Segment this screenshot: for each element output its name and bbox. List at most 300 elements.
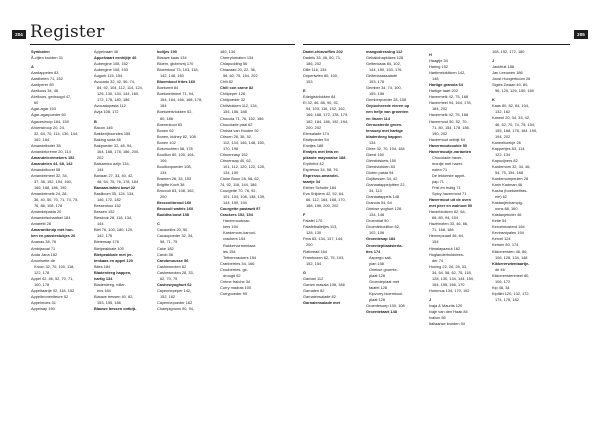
index-letter-heading: F <box>303 212 306 218</box>
index-entry: Biet 76, 100, 180, 120, <box>94 227 134 233</box>
index-entry: Ananas 38, 76 <box>31 239 57 245</box>
index-entry: 154, 155, 166, 170 <box>432 281 465 287</box>
page-title: Register <box>30 22 105 42</box>
index-entry: 152, 154 <box>306 260 322 266</box>
index-entry: Kardemompeulen 28 <box>492 175 529 181</box>
index-entry: 96, 120, 126, 150, 160 <box>495 88 534 94</box>
index-entry: 144, 150, 194 <box>223 200 247 206</box>
index-entry: Spicy havermout 71 <box>432 191 467 197</box>
index-entry: Anda Jana 162 <box>31 251 58 257</box>
index-entry: Ivaje van den Haak 84 <box>429 308 468 314</box>
index-entry-bold: Broccolibrood 160 <box>157 200 192 206</box>
index-entry: Aspergo salt- <box>369 254 392 260</box>
index-entry: Groentesoep 100, 108 <box>366 302 405 308</box>
index-entry: Aubergine 108, 153 <box>94 67 128 73</box>
index-entry: Gojibessen 34, 42 <box>366 175 398 181</box>
index-entry: 142, 176 <box>97 233 113 239</box>
index-entry: Citroensap 40, 62, <box>220 157 252 163</box>
index-entry: Edelgistvlokken 84 <box>303 94 336 100</box>
index-entry-bold: ken en passiestukjes 26 <box>31 233 76 239</box>
index-entry: Ahornsiroop 20, 24, <box>31 124 65 130</box>
index-entry: de 46 <box>495 266 505 272</box>
index-entry: Groentebouillon 82, <box>366 224 400 230</box>
index-entry: Claire Boon 28, 58, 62, <box>220 175 260 181</box>
index-entry: Havermoutcrac- <box>223 218 251 224</box>
index-entry: Griekse groente- <box>369 266 398 272</box>
index-entry: Avocadopasta 112 <box>94 103 126 109</box>
index-entry: 200 <box>306 242 313 248</box>
index-entry: Haverblokken 62, 64, <box>429 209 466 215</box>
index-entry: Kikkererwten 46, 86, <box>492 248 528 254</box>
index-entry: 106, 128, 134, 148 <box>495 254 528 260</box>
index-entry-bold: Courgette pastawit 97 <box>220 206 261 212</box>
page-number-left: 204 <box>12 30 26 39</box>
index-entry: Bakkerijboondes 155 <box>94 130 131 136</box>
index-entry: Kastanjechampig- <box>492 200 524 206</box>
index-entry: 154 <box>432 239 439 245</box>
index-entry-bold: Amandelen 44, 68, 142 <box>31 160 73 166</box>
index-entry: 155, 156 <box>369 91 385 97</box>
index-entry: 108, 152, 172, 180 <box>492 49 525 54</box>
index-entry-bold: taartje 34 <box>303 178 321 184</box>
index-entry: De lekkerste appel- <box>432 172 466 178</box>
index-entry: Gemberpoeder 28, 108 <box>366 97 407 103</box>
index-letter-heading: H <box>429 52 432 57</box>
index-entry-bold: Geroosterde groen- <box>366 121 403 127</box>
index-entry: Bladerdeeg, roller- <box>94 281 127 287</box>
index-entry: ens 184 <box>97 287 111 293</box>
index-entry: 182, 184, 186, 192, 194, <box>306 118 349 124</box>
index-entry-bold: ties 174 <box>366 248 381 254</box>
index-entry: Garam masala 108, 186 <box>303 281 345 287</box>
index-entry: Havermout 50, 52, 70, <box>429 118 468 124</box>
index-entry: Chocolade haver- <box>432 154 463 160</box>
index-entry: Cayennepeper 142, <box>157 287 192 293</box>
index-entry: Curry madras 100 <box>220 284 252 290</box>
index-entry: Amandelmeel 32, 34, <box>31 172 68 178</box>
index-entry: Aubergine 108, 162 <box>94 61 128 67</box>
page-number-right: 205 <box>574 30 588 39</box>
index-column-2 <box>94 49 150 312</box>
index-column-1 <box>31 49 87 312</box>
index-entry: 74, 92, 116, 144, 186 <box>220 182 257 188</box>
index-entry-bold: Groentetaart 148 <box>366 309 397 315</box>
index-entry: 148 <box>432 76 439 82</box>
index-entry: 146, 172, 182 <box>97 197 121 203</box>
index-entry: Garnalensalade 82 <box>303 293 336 299</box>
index-entry: 144 <box>97 221 104 227</box>
index-entry: Erwtjes 188 <box>303 142 324 148</box>
index-entry: Ivaja & Maurits 120 <box>429 302 463 308</box>
index-entry: Groenteplaat met <box>369 278 400 284</box>
index-entry: Kipfilet 120, 132, 172, <box>492 290 530 296</box>
index-entry: Gluten pasta 94 <box>366 169 394 175</box>
index-entry: Gierstbiskets 150 <box>366 157 397 163</box>
index-entry-bold: pikante mayonaise 188 <box>303 154 346 160</box>
index-entry: Boekweit 84 <box>157 85 179 91</box>
index-entry: Boekweitvlokken 52, <box>157 109 193 115</box>
index-entry: Himalayazout 162 <box>429 245 461 251</box>
index-entry: Bessen 152 <box>94 209 115 215</box>
index-entry: Agar-agar 153 <box>31 106 56 112</box>
index-entry: 202 <box>97 154 104 160</box>
index-entry: Baking soda 46 <box>94 136 121 142</box>
index-entry: 184, 202 <box>432 106 448 112</box>
index-entry: Broccoli 83, 108, 162, <box>157 188 195 194</box>
index-entry: 36, 40, 50, 70, 71, 74, 75, <box>34 197 79 203</box>
index-column-4 <box>220 49 276 297</box>
index-entry: 144, 150, 153, 176 <box>369 67 402 73</box>
index-entry: 54, 75, 154, 168 <box>495 169 524 175</box>
index-entry: Amandelcrème 20, 114 <box>31 148 71 154</box>
index-entry: 126, 130, 134, 144, 160, <box>97 91 140 97</box>
index-entry: kers 154 <box>223 224 238 230</box>
index-entry: Havermeel 94, 164, 178, <box>429 100 472 106</box>
index-entry: Bosvruchten 58, 178 <box>157 145 193 151</box>
index-entry: 200, 202 <box>306 124 322 130</box>
index-entry: Gember 34, 74, 100, <box>366 85 402 91</box>
index-entry: 100, 178 <box>34 281 50 287</box>
index-entry: 128, 130 <box>306 230 322 236</box>
index-entry-bold: Groentesap 184 <box>366 236 396 242</box>
index-entry: Amandelboter 38 <box>31 142 61 148</box>
index-entry-bold: hartig 134 <box>94 275 113 281</box>
index-column-8 <box>492 49 548 303</box>
index-entry: Kappertjes 83, 114, <box>492 145 526 151</box>
index-entry-bold: Groentepliaatsteria- <box>366 242 403 248</box>
index-entry: Blauwe kaas 134 <box>157 55 187 61</box>
index-entry-bold: Broccoli wafels 160 <box>157 206 194 212</box>
index-entry-bold: mangodressing 112 <box>366 49 403 54</box>
index-entry: Bessenkoo 152 <box>94 203 121 209</box>
index-entry: 166, 168, 186, 190 <box>34 185 67 191</box>
index-entry: Chili 82 <box>220 79 233 85</box>
index-entry: Frambozen 62, 75, 103, <box>303 254 345 260</box>
index-entry-bold: Havermout uit de oven <box>429 197 471 203</box>
index-entry-bold: Gepocheerde eieren op <box>366 103 410 109</box>
index-entry: Ghee 32, 70, 104, 184 <box>366 145 405 151</box>
index-entry: Bonen, kidney 82, 108 <box>157 133 196 139</box>
index-entry-bold: Havermoutje-varianten <box>429 148 472 154</box>
index-entry: Karin Kadman 46 <box>492 181 523 187</box>
title-divider-right <box>303 44 570 45</box>
index-entry: 60 <box>34 100 39 106</box>
index-entry: 155, 168, 178, 184, 190, <box>495 127 538 133</box>
index-entry: Kersen 80, 174 <box>492 242 519 248</box>
index-entry: Eva Snijders 42, 52, 64, <box>303 191 345 197</box>
index-entry: Sigles Zwaan 40, 80, <box>492 82 529 88</box>
index-entry-bold: Hartige granola 64 <box>429 82 463 88</box>
index-entry: Havermelk 42, 75, 168 <box>429 94 469 100</box>
index-entry: pap 71 <box>432 178 444 184</box>
index-entry: 122, 134 <box>495 151 511 157</box>
index-entry: Kip 48, 34 <box>492 284 510 290</box>
index-entry: Bietensap 176 <box>94 239 119 245</box>
index-entry: 34, 54, 58, 62, 75, 118, <box>432 269 472 275</box>
index-entry-bold: een hefje van groenten <box>366 109 409 115</box>
index-entry: 162, 164 <box>34 136 50 142</box>
index-entry: 106 <box>160 157 167 163</box>
index-entry: 174, 176, 182 <box>495 296 519 302</box>
index-entry: Chilivlokken 112, 134, <box>220 103 258 109</box>
index-entry: 132, 162 <box>495 109 511 115</box>
index-entry: Cayennepoeder 162 <box>157 299 193 305</box>
index-entry: 166, 168, 172, 178, 179, <box>306 112 349 118</box>
index-entry: Erythritol 42 <box>303 160 324 166</box>
index-entry: Geitenkaas 84, 102, <box>366 61 401 67</box>
index-entry: Rakkervormentaar- <box>223 242 257 248</box>
index-entry-bold: bolijes 190 <box>157 49 177 54</box>
index-entry: 134, 148 <box>369 212 385 218</box>
index-entry: Dopertwten 80, 100, <box>303 73 339 79</box>
index-entry: Kervelmosterd 164 <box>492 224 525 230</box>
index-letter-heading: C <box>157 221 160 227</box>
index-entry: Aardperer 89 <box>31 82 54 88</box>
index-entry: Haring 152 <box>429 64 449 70</box>
index-entry: 58, 60, 75, 154, 202 <box>223 73 258 79</box>
index-entry: 66, 80, 94, 154 <box>432 215 458 221</box>
index-entry: 66, 112, 164, 168, 170, <box>306 197 346 203</box>
index-letter-heading: K <box>492 97 495 103</box>
index-entry: 186, 202 <box>306 61 322 67</box>
index-entry: Ambijssoal 71 <box>31 245 56 251</box>
index-entry: Hoglanderbolddees- <box>429 251 465 257</box>
index-entry: Keite 54 <box>492 218 507 224</box>
index-entry: Kardemom 32, 34, 46, <box>492 163 531 169</box>
index-entry: Crème fraîche 34 <box>220 278 251 284</box>
index-entry: nons 88, 160 <box>495 206 518 212</box>
index-entry: moutje met hazel- <box>432 160 463 166</box>
index-letter-heading: E <box>303 88 306 94</box>
index-entry-bold: Buddha bowl 158 <box>157 212 189 218</box>
index-entry: Cashewnoten 62 <box>157 263 187 269</box>
index-entry: Cake 182 <box>157 245 174 251</box>
index-entry: 134 <box>369 139 376 145</box>
index-entry: Joost Hoogerboom 26 <box>492 76 531 82</box>
index-entry: plaat 128 <box>369 272 386 278</box>
index-letter-heading: J <box>492 58 495 64</box>
index-entry: 62, 70, 75 <box>160 275 178 281</box>
index-letter-heading: A <box>31 64 34 70</box>
index-letter-heading: G <box>303 269 307 275</box>
index-entry: Banaan 27, 33, 40, 42, <box>94 172 134 178</box>
index-entry: plaat 128 <box>369 296 386 302</box>
index-entry: Chilipeper 128 <box>220 91 246 97</box>
index-entry: Appelmoes 31 <box>31 299 56 305</box>
index-entry: Hazelnoten 33, 46, 66, <box>429 221 469 227</box>
index-entry: 194, 202 <box>495 133 511 139</box>
index-entry: 153, 176 <box>369 79 385 85</box>
index-entry-bold: tenkaas en appel 120 <box>94 257 133 263</box>
index-entry: Crouberries, ge- <box>220 266 249 272</box>
index-entry: 184 <box>160 103 167 109</box>
index-entry: Geitenkaassalade <box>366 73 398 79</box>
index-entry: Amandelschaafsel 184 <box>31 215 71 221</box>
index-entry: 71, 80, 154, 178, 186, <box>432 124 470 130</box>
index-entry: Amorisette de <box>31 257 56 263</box>
index-entry: Eiersalade 174 <box>303 130 329 136</box>
index-entry: 144 <box>97 166 104 172</box>
index-entry: 37, 38, 152, 154, 160, <box>34 178 72 184</box>
index-entry: 142, 148, 160 <box>160 73 184 79</box>
index-entry: Balsamico azijn 134, <box>94 160 130 166</box>
index-entry: Dadels 33, 46, 50, 71, <box>303 55 342 61</box>
index-entry: Cranberries 34, 166 <box>220 260 255 266</box>
index-entry: Bramen 28, 33, 153 <box>157 175 192 181</box>
index-entry: Hummus 134, 170, 192 <box>429 287 470 293</box>
index-entry: Falafel 170 <box>303 218 323 224</box>
index-entry: Granaatappels 148 <box>366 194 400 200</box>
index-entry: Gebakchapklizes 128 <box>366 55 404 61</box>
index-entry: Granaatappelpitten 22, <box>366 182 406 188</box>
index-letter-heading: B <box>94 118 97 124</box>
index-entry: Cherrytomaten 134 <box>220 55 254 61</box>
index-entry: Griekse yoghurt 128, <box>366 206 403 212</box>
index-entry: Boerenkool 83 <box>157 121 183 127</box>
index-entry-bold: Bietpeakkale met jer- <box>94 251 133 257</box>
index-entry: 180, 134 <box>220 49 236 54</box>
index-entry-bold: Erwtjes met feta en <box>303 148 339 154</box>
index-entry: Christa van Houten 92 <box>220 127 259 133</box>
index-entry: Ei 32, 46, 88, 90, 92, <box>303 100 339 106</box>
index-entry: Amandelpasta 20 <box>31 209 62 215</box>
index-entry: Bites 184 <box>94 263 111 269</box>
index-letter-heading: J <box>429 296 432 302</box>
index-entry: 84, 92, 104, 112, 114, 124, <box>97 85 143 91</box>
index-entry: Hennepzaad 46, 64, <box>429 233 465 239</box>
index-entry: Blauwe bessen 40, 62, <box>94 293 134 299</box>
index-entry: Champignons 90, 94, <box>157 305 194 311</box>
index-entry: Esther Schutte 184 <box>303 185 337 191</box>
index-entry: Chocolade paal 62 <box>220 121 253 127</box>
index-entry: Hartimeloklkken 142, <box>429 70 466 76</box>
index-entry-bold: met peer en walnoot 50 <box>429 203 473 209</box>
index-entry: Tefbercrackers 154 <box>223 254 257 260</box>
index-entry: Kervel 124 <box>492 236 511 242</box>
index-entry-bold: Amandelcrèmekers 152 <box>31 154 75 160</box>
index-entry: Bouillon 80, 100, 104, <box>157 151 195 157</box>
index-entry: Basilicum 35, 124, 134, <box>94 191 135 197</box>
index-entry: Boekweitmeel 71, 94, <box>157 91 195 97</box>
index-entry: 188, 196, 200, 202 <box>306 203 339 209</box>
index-entry-bold: bladerdeeg happen <box>366 133 402 139</box>
index-entry: Cashewnoten 28, 33, <box>157 269 194 275</box>
index-entry: Bietpeakkale 100 <box>94 245 124 251</box>
index-entry: 71, 168, 186 <box>432 227 454 233</box>
index-entry: Currypoeder 90 <box>220 290 248 296</box>
index-entry: Groenblaf 90 <box>366 218 389 224</box>
index-entry: Kaas 80, 82, 84, 104, <box>492 103 529 109</box>
index-entry: Falafelballetjes 113, <box>303 224 338 230</box>
index-entry: Ivallon 56 <box>429 315 446 321</box>
index-entry: Avocado 32, 42, 56, 74, <box>94 79 136 85</box>
index-entry: Bouillonpoeder 108, <box>157 163 192 169</box>
index-entry: Augurk 115, 154 <box>94 73 123 79</box>
index-entry: Garnalen 82 <box>303 287 325 293</box>
index-entry: Kroon 32, 70, 100, 118, <box>34 263 75 269</box>
index-entry: Kaneelkoekje 26 <box>492 139 521 145</box>
index-entry-bold: Appelvaart eenhijtje 46 <box>94 55 137 61</box>
index-entry: Appelsap 150 <box>31 305 55 311</box>
index-entry: Kapucijners 82 <box>492 157 518 163</box>
index-entry: 134 <box>160 169 167 175</box>
index-entry: Italiaanse kruiden 94 <box>429 321 465 327</box>
index-entry: Dille 116, 134 <box>303 67 327 73</box>
index-entry-bold: tensoep met hartige <box>366 127 403 133</box>
index-entry: Bonen 102 <box>157 139 176 145</box>
index-entry: Chocola 71, 76, 152, 186 <box>220 115 264 121</box>
index-entry: Amandelkorst 58 <box>31 166 61 172</box>
index-entry: 102, 106 <box>369 230 385 236</box>
index-entry: Courgette 70, 76, 92, <box>220 188 257 194</box>
index-entry: 122, 178 <box>34 269 50 275</box>
index-entry: ies 154 <box>223 248 236 254</box>
index-entry: 106, 172 <box>495 278 511 284</box>
index-entry: Agar-agarpoeder 60 <box>31 112 66 118</box>
index-entry-bold: Banaan-tahini bowl 22 <box>94 185 136 191</box>
index-entry: Kikkererwtenmeel 80, <box>492 272 530 278</box>
index-entry: Bonen 62 <box>157 127 174 133</box>
index-entry: Kastanjeboter 46 <box>492 212 522 218</box>
index-entry: Abrikoos, gedroogd 47, <box>31 94 72 100</box>
index-entry: Aardappelen 83 <box>31 70 59 76</box>
index-entry: Amaretti 28 <box>31 221 51 227</box>
index-entry-bold: Chili con carne 82 <box>220 85 254 91</box>
index-entry: 46, 54, 75, 76, 178, 184 <box>97 178 139 184</box>
index-entry: Jan Leeuwen 186 <box>492 70 523 76</box>
index-entry: 190, 202 <box>432 130 448 136</box>
index-entry: Appelbroneniteure 52 <box>31 293 69 299</box>
index-entry: 101, 104, 108, 138, 139, <box>223 194 266 200</box>
index-entry: Appel 42, 46, 52, 70, 71, <box>31 275 74 281</box>
index-entry: Brigitte Koch 38 <box>157 182 185 188</box>
index-entry: 34, 113 <box>369 188 382 194</box>
index-entry: Haagtje 34 <box>429 58 448 64</box>
index-entry: Hartige taart 202 <box>429 88 458 94</box>
index-entry: Bloemkool 73, 103, 118, <box>157 67 199 73</box>
index-column-3 <box>157 49 213 312</box>
index-entry-bold: Bloemkool frites 160 <box>157 79 196 85</box>
index-entry: Chiazaad 20, 22, 36, <box>220 67 256 73</box>
index-entry: Aardbeien 71, 152 <box>31 76 63 82</box>
index-entry-bold: Bladerdeeg happen, <box>94 269 132 275</box>
index-entry: 154, 164, 166, 168, 178, <box>160 97 203 103</box>
index-entry: 76, 88, 108, 178 <box>34 203 63 209</box>
index-entry-bold: Havermoutcookie 50 <box>429 142 468 148</box>
index-entry: Havermelk 42, 75, 168 <box>429 112 469 118</box>
index-entry: Gierstvlokken 83 <box>366 163 395 169</box>
index-entry: Ã-vijlen kruiden 31 <box>31 55 64 61</box>
index-entry-bold: Amarantkruip met hon- <box>31 227 74 233</box>
index-entry: 128, 130, 134, 144, 150, <box>432 275 475 281</box>
index-entry: Carob 56 <box>157 251 174 257</box>
index-entry: Citroen 28, 38, 52, <box>220 133 253 139</box>
index-entry: 112, 134, 146, 148, 150, <box>223 139 265 145</box>
index-entry: Citroenrasp 152 <box>220 151 248 157</box>
index-entry: 152, 162 <box>160 293 176 299</box>
index-entry: Gierst 150 <box>366 151 384 157</box>
index-entry: 46, 52, 70, 74, 75, 154, <box>495 121 536 127</box>
index-entry: Kardemom-kanool- <box>223 230 257 236</box>
index-entry: Eiwitpoeder 54 <box>303 136 329 142</box>
index-entry: noten 71 <box>432 166 448 172</box>
index-entry: Kevinsmyalen 194 <box>492 230 524 236</box>
index-entry-bold: Dadel-chiavuffles 202 <box>303 49 343 54</box>
index-entry: 200 <box>160 194 167 200</box>
index-column-5 <box>303 49 359 306</box>
index-entry: 101, 112, 120, 122, 128, <box>223 163 265 169</box>
index-entry: Granola 54, 64 <box>366 200 392 206</box>
